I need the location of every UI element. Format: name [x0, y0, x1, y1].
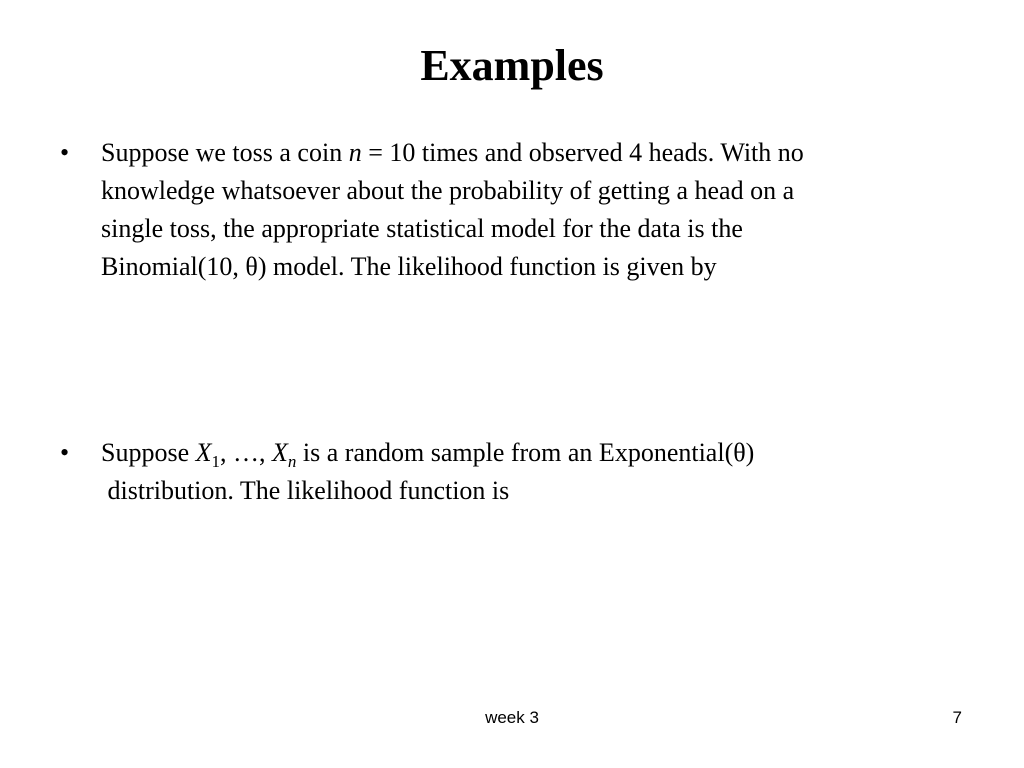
bullet-line: single toss, the appropriate statistical model for the data is the — [101, 214, 743, 243]
bullet-line: knowledge whatsoever about the probability of getting a head on a — [101, 176, 795, 205]
bullet-text — [101, 434, 960, 510]
footer-week-label: week 3 — [485, 708, 539, 727]
bullet-icon: • — [60, 438, 70, 467]
text-segment: Suppose we toss a coin — [101, 138, 349, 167]
math-variable: X — [272, 438, 288, 467]
bullet-line — [101, 134, 960, 172]
bullet-line: distribution. The likelihood function is — [101, 476, 510, 505]
math-variable: n — [348, 138, 362, 167]
bullet-line: Binomial(10, θ) model. The likelihood function is given by — [101, 252, 717, 281]
slide-title: Examples — [420, 41, 604, 90]
text-segment: Suppose — [101, 438, 196, 467]
text-segment: , …, — [220, 438, 273, 467]
text-segment: = 10 times and observed 4 heads. With no — [361, 138, 804, 167]
bullet-item-coin-toss — [60, 134, 960, 286]
math-subscript-variable: n — [287, 452, 297, 471]
bullet-text — [101, 134, 960, 286]
text-segment: is a random sample from an Exponential(θ) — [296, 438, 755, 467]
bullet-icon: • — [60, 138, 70, 167]
bullet-line — [101, 434, 960, 472]
bullet-item-exponential — [60, 434, 960, 510]
footer-page-number: 7 — [952, 708, 962, 727]
math-variable: X — [195, 438, 212, 467]
math-subscript: 1 — [211, 452, 221, 471]
